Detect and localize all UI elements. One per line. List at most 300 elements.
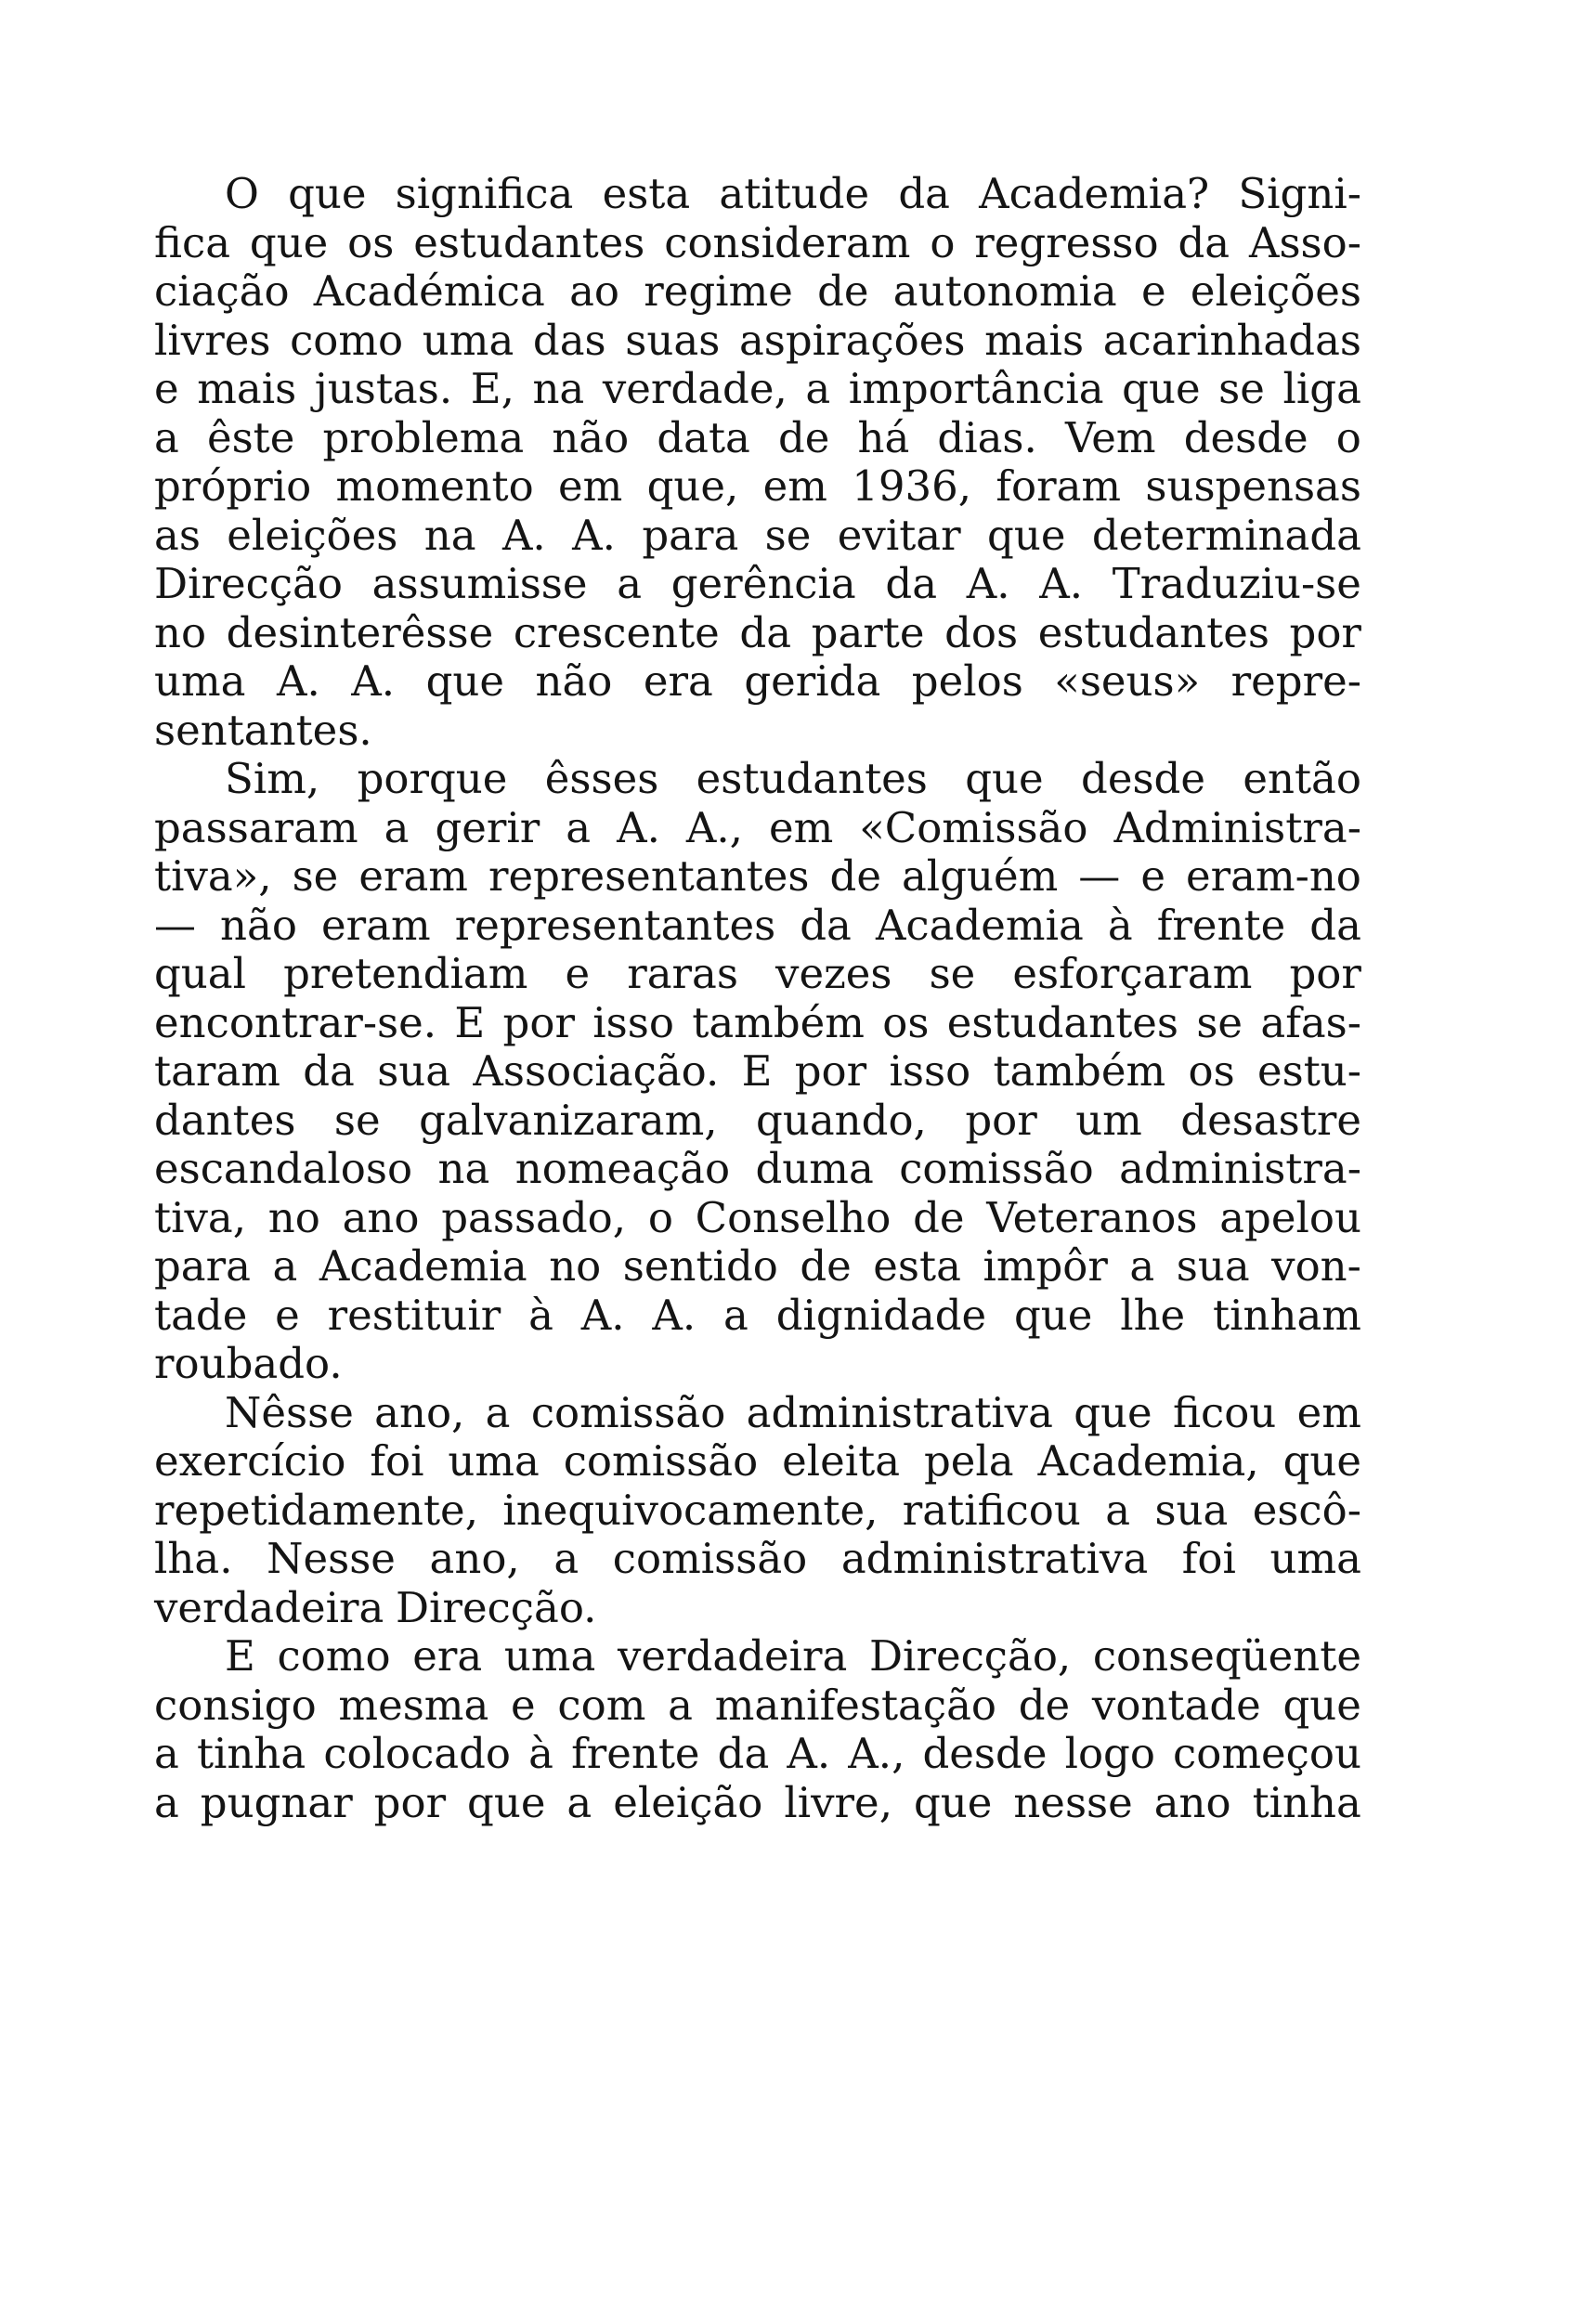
word: para (154, 1241, 251, 1291)
word: «seus» (1054, 656, 1201, 706)
text-line (154, 1437, 1361, 1487)
word: assumisse (371, 559, 588, 608)
text-line (154, 1097, 1361, 1146)
word: aspirações (738, 315, 966, 365)
word: a (566, 1777, 592, 1827)
word: A. (572, 510, 616, 560)
word: comissão (899, 1144, 1094, 1193)
word: então (1243, 754, 1361, 803)
word: tinham (1213, 1290, 1361, 1340)
word: por (965, 1095, 1037, 1145)
word: ficou (1172, 1387, 1277, 1437)
word: dias. (937, 412, 1037, 462)
word: A. (276, 656, 320, 706)
word: estudantes (696, 754, 928, 803)
word: que (425, 656, 504, 706)
text-line (154, 1681, 1361, 1731)
word: atitude (719, 169, 870, 218)
word: desde (922, 1729, 1048, 1778)
word: foi (370, 1436, 424, 1486)
text-line (154, 1194, 1361, 1243)
word: eram (321, 900, 431, 950)
word: por (373, 1777, 447, 1827)
word: nesse (1013, 1777, 1133, 1827)
word: pugnar (200, 1777, 353, 1827)
word: ao (569, 266, 619, 316)
word: da (800, 900, 852, 950)
word: desinterêsse (226, 607, 494, 657)
word: esta (873, 1241, 961, 1291)
word: da (898, 169, 950, 218)
word: que, (646, 461, 739, 511)
word: sentantes. (154, 705, 372, 755)
word: a (617, 559, 643, 608)
word: Sim, (225, 754, 320, 803)
word: da (717, 1729, 770, 1778)
word: há (857, 412, 910, 462)
text-line (154, 512, 1361, 561)
word: A., (685, 802, 743, 852)
word: administra- (1119, 1144, 1361, 1193)
word: autonomia (892, 266, 1117, 316)
word: momento (335, 461, 534, 511)
word: também (692, 997, 865, 1047)
word: suspensas (1145, 461, 1361, 511)
word: verdade, (602, 364, 788, 413)
word: que (467, 1777, 546, 1827)
word: comissão (530, 1387, 726, 1437)
word: no (549, 1241, 602, 1291)
word: das (532, 315, 606, 365)
word: sua (1176, 1241, 1250, 1291)
word: sentido (622, 1241, 778, 1291)
word: mais (197, 364, 297, 413)
word: de (1018, 1680, 1071, 1730)
word: êste (206, 412, 295, 462)
text-line (154, 657, 1361, 707)
word: duma (755, 1144, 874, 1193)
word: regresso (974, 217, 1159, 267)
word: dantes (154, 1095, 296, 1145)
word: Academia (319, 1241, 527, 1291)
word: A. (966, 559, 1010, 608)
word: importância (848, 364, 1104, 413)
word: estudantes (413, 217, 645, 267)
text-line (154, 1292, 1361, 1341)
word: Administra- (1113, 802, 1361, 852)
word: consideram (664, 217, 911, 267)
word: que (1282, 1680, 1361, 1730)
word: colocado (323, 1729, 512, 1778)
word: passado, (441, 1192, 627, 1242)
word: pela (923, 1436, 1014, 1486)
word: eram-no (1185, 851, 1361, 901)
word: era (643, 656, 713, 706)
word: desastre (1180, 1095, 1361, 1145)
word: exercício (154, 1436, 346, 1486)
word: frente (571, 1729, 700, 1778)
word: repre- (1230, 656, 1361, 706)
word: que (965, 754, 1044, 803)
word: sua (377, 1046, 451, 1096)
word: de (777, 412, 830, 462)
word: os (347, 217, 395, 267)
word: de (817, 266, 869, 316)
text-line (154, 804, 1361, 853)
word: a (668, 1680, 693, 1730)
word: — (1078, 851, 1121, 901)
word: em (558, 461, 623, 511)
text-line (154, 609, 1361, 658)
word: mesma (338, 1680, 489, 1730)
word: e (1140, 266, 1166, 316)
word: tiva», (154, 851, 272, 901)
word: ano, (429, 1534, 520, 1583)
word: a (384, 802, 410, 852)
word: que (1013, 1290, 1093, 1340)
word: à (528, 1290, 553, 1340)
word: por (1289, 607, 1361, 657)
word: estudantes (1037, 607, 1269, 657)
word: eleições (227, 510, 398, 560)
word: ano (1153, 1777, 1231, 1827)
word: da (739, 607, 792, 657)
text-line (154, 1632, 1361, 1681)
word: comissão (612, 1534, 808, 1583)
word: verdadeira (617, 1631, 848, 1681)
word: com (557, 1680, 646, 1730)
text-line (154, 852, 1361, 902)
word: ciação (154, 266, 290, 316)
word: e (154, 364, 179, 413)
word: eleições (1190, 266, 1361, 316)
word: afas- (1260, 997, 1361, 1047)
word: a (154, 412, 179, 462)
word: administrativa (840, 1534, 1149, 1583)
word: lhe (1120, 1290, 1186, 1340)
word: e (1140, 851, 1165, 901)
word: «Comissão (859, 802, 1088, 852)
text-line (154, 1047, 1361, 1097)
word: em (1296, 1387, 1361, 1437)
word: que (913, 1777, 993, 1827)
word: frente (1156, 900, 1286, 950)
word: significa (395, 169, 574, 218)
word: suas (625, 315, 721, 365)
word: raras (627, 949, 738, 998)
word: liga (1282, 364, 1361, 413)
text-line (154, 1487, 1361, 1536)
word: de (800, 1241, 852, 1291)
text-line (154, 462, 1361, 512)
word: logo (1064, 1729, 1155, 1778)
word: A. (1039, 559, 1084, 608)
word: em (768, 802, 834, 852)
text-line (154, 1730, 1361, 1779)
word: A. (351, 656, 396, 706)
word: tade (154, 1290, 248, 1340)
word: uma (448, 1436, 540, 1486)
word: estu- (1256, 1046, 1361, 1096)
word: porque (357, 754, 508, 803)
word: eleição (613, 1777, 763, 1827)
word: inequivocamente, (502, 1485, 879, 1535)
word: sua (1154, 1485, 1229, 1535)
word: a (154, 1729, 179, 1778)
word: eleita (782, 1436, 901, 1486)
word: Direcção, (868, 1631, 1072, 1681)
word: 1936, (852, 461, 972, 511)
word: de (913, 1192, 965, 1242)
word: gerência (670, 559, 856, 608)
word: por (1289, 949, 1361, 998)
word: que (1074, 1387, 1152, 1437)
word: dignidade (775, 1290, 987, 1340)
word: tinha (1252, 1777, 1361, 1827)
word: livres (154, 315, 271, 365)
word: determinada (1091, 510, 1361, 560)
word: próprio (154, 461, 312, 511)
word: E (741, 1046, 773, 1096)
word: impôr (983, 1241, 1108, 1291)
word: os (882, 997, 930, 1047)
word: por (502, 997, 575, 1047)
word: para (642, 510, 739, 560)
word: A. (501, 510, 546, 560)
word: uma (154, 656, 246, 706)
word: a (1105, 1485, 1131, 1535)
word: ano (342, 1192, 420, 1242)
word: Direcção (154, 559, 343, 608)
word: que (288, 169, 367, 218)
word: o (930, 217, 956, 267)
word: a (272, 1241, 298, 1291)
word: no (154, 607, 207, 657)
word: um (1075, 1095, 1142, 1145)
text-line (154, 1584, 1361, 1633)
word: e (511, 1680, 536, 1730)
word: Signi- (1238, 169, 1361, 218)
word: da (1309, 900, 1361, 950)
word: esforçaram (1012, 949, 1253, 998)
word: quando, (756, 1095, 927, 1145)
word: gerir (435, 802, 540, 852)
word: uma (503, 1631, 596, 1681)
word: esta (602, 169, 691, 218)
word: E, (470, 364, 514, 413)
word: fica (154, 217, 231, 267)
word: da (885, 559, 938, 608)
text-line (154, 755, 1361, 804)
word: se (1218, 364, 1265, 413)
word: livre, (784, 1777, 892, 1827)
word: na (437, 1144, 490, 1193)
text-line (154, 1535, 1361, 1584)
word: as (154, 510, 201, 560)
word: desde (1081, 754, 1205, 803)
word: a (805, 364, 831, 413)
word: qual (154, 949, 247, 998)
word: se (929, 949, 976, 998)
word: alguém (901, 851, 1059, 901)
word: taram (154, 1046, 280, 1096)
word: a (485, 1387, 511, 1437)
word: justas. (314, 364, 453, 413)
word: representantes (488, 851, 810, 901)
text-line (154, 1779, 1361, 1828)
word: como (290, 315, 404, 365)
word: Traduziu-se (1112, 559, 1361, 608)
word: à (528, 1729, 553, 1778)
text-line (154, 219, 1361, 268)
word: A. (580, 1290, 625, 1340)
word: se (764, 510, 812, 560)
word: também (993, 1046, 1166, 1096)
word: A. (617, 802, 660, 852)
word: tinha (196, 1729, 306, 1778)
word: Veteranos (986, 1192, 1198, 1242)
word: verdadeira (154, 1582, 384, 1632)
text-line (154, 317, 1361, 366)
word: por (794, 1046, 867, 1096)
word: que (1282, 1436, 1361, 1486)
word: Direcção. (395, 1582, 597, 1632)
word: vezes (775, 949, 892, 998)
word: não (535, 656, 613, 706)
word: Conselho (695, 1192, 892, 1242)
word: foi (1181, 1534, 1236, 1583)
word: regime (644, 266, 793, 316)
word: pelos (911, 656, 1023, 706)
word: conseqüente (1092, 1631, 1361, 1681)
word: eram (358, 851, 468, 901)
word: Academia? (979, 169, 1210, 218)
word: acarinhadas (1102, 315, 1361, 365)
word: dos (944, 607, 1019, 657)
word: a (566, 802, 592, 852)
word: a (1129, 1241, 1155, 1291)
word: começou (1173, 1729, 1361, 1778)
word: consigo (154, 1680, 317, 1730)
word: era (412, 1631, 483, 1681)
text-line (154, 560, 1361, 609)
word: se (333, 1095, 381, 1145)
word: Académica (313, 266, 545, 316)
word: Nêsse (225, 1387, 354, 1437)
text-line (154, 1340, 1361, 1389)
word: comissão (563, 1436, 759, 1486)
word: passaram (154, 802, 358, 852)
word: na (423, 510, 476, 560)
word: roubado. (154, 1339, 343, 1388)
word: e (275, 1290, 300, 1340)
word: na (532, 364, 585, 413)
word: von- (1271, 1241, 1361, 1291)
word: estudantes (946, 997, 1178, 1047)
word: o (1335, 412, 1361, 462)
word: não (220, 900, 297, 950)
word: de (829, 851, 881, 901)
word: data (657, 412, 750, 462)
word: — (154, 900, 196, 950)
word: isso (592, 997, 674, 1047)
word: A., (848, 1729, 905, 1778)
word: a (553, 1534, 579, 1583)
word: uma (1269, 1534, 1361, 1583)
word: desde (1183, 412, 1308, 462)
word: o (647, 1192, 673, 1242)
word: O (225, 169, 259, 218)
word: da (1178, 217, 1230, 267)
word: gerida (744, 656, 881, 706)
word: lha. (154, 1534, 233, 1583)
word: a (723, 1290, 748, 1340)
text-line (154, 1389, 1361, 1438)
word: evitar (837, 510, 961, 560)
word: que (987, 510, 1066, 560)
word: não (552, 412, 630, 462)
word: escô- (1252, 1485, 1361, 1535)
text-line (154, 1145, 1361, 1194)
word: nomeação (514, 1144, 731, 1193)
text-line (154, 414, 1361, 463)
word: Associação. (473, 1046, 720, 1096)
text-line (154, 707, 1361, 756)
word: representantes (454, 900, 776, 950)
word: A. (652, 1290, 696, 1340)
text-line (154, 1242, 1361, 1292)
word: os (1188, 1046, 1235, 1096)
word: manifestação (714, 1680, 996, 1730)
word: repetidamente, (154, 1485, 478, 1535)
text-line (154, 267, 1361, 317)
word: Nesse (267, 1534, 396, 1583)
word: A. (787, 1729, 831, 1778)
word: foram (996, 461, 1122, 511)
word: da (303, 1046, 355, 1096)
word: uma (422, 315, 514, 365)
word: restituir (327, 1290, 501, 1340)
word: galvanizaram, (419, 1095, 718, 1145)
word: Academia, (1037, 1436, 1259, 1486)
text-line (154, 170, 1361, 219)
word: se (1196, 997, 1243, 1047)
word: Vem (1064, 412, 1156, 462)
word: parte (811, 607, 925, 657)
word: ratificou (902, 1485, 1081, 1535)
word: no (267, 1192, 320, 1242)
word: escandaloso (154, 1144, 413, 1193)
word: tiva, (154, 1192, 247, 1242)
word: à (1107, 900, 1133, 950)
word: Academia (875, 900, 1084, 950)
word: que (1122, 364, 1201, 413)
word: a (154, 1777, 179, 1827)
word: E (225, 1631, 255, 1681)
text-line (154, 999, 1361, 1048)
word: mais (984, 315, 1085, 365)
word: crescente (513, 607, 720, 657)
word: vontade (1091, 1680, 1261, 1730)
text-line (154, 902, 1361, 951)
word: e (565, 949, 591, 998)
text-line (154, 365, 1361, 414)
word: êsses (544, 754, 659, 803)
word: encontrar-se. (154, 997, 437, 1047)
word: problema (322, 412, 525, 462)
word: Asso- (1248, 217, 1361, 267)
word: ano, (374, 1387, 465, 1437)
